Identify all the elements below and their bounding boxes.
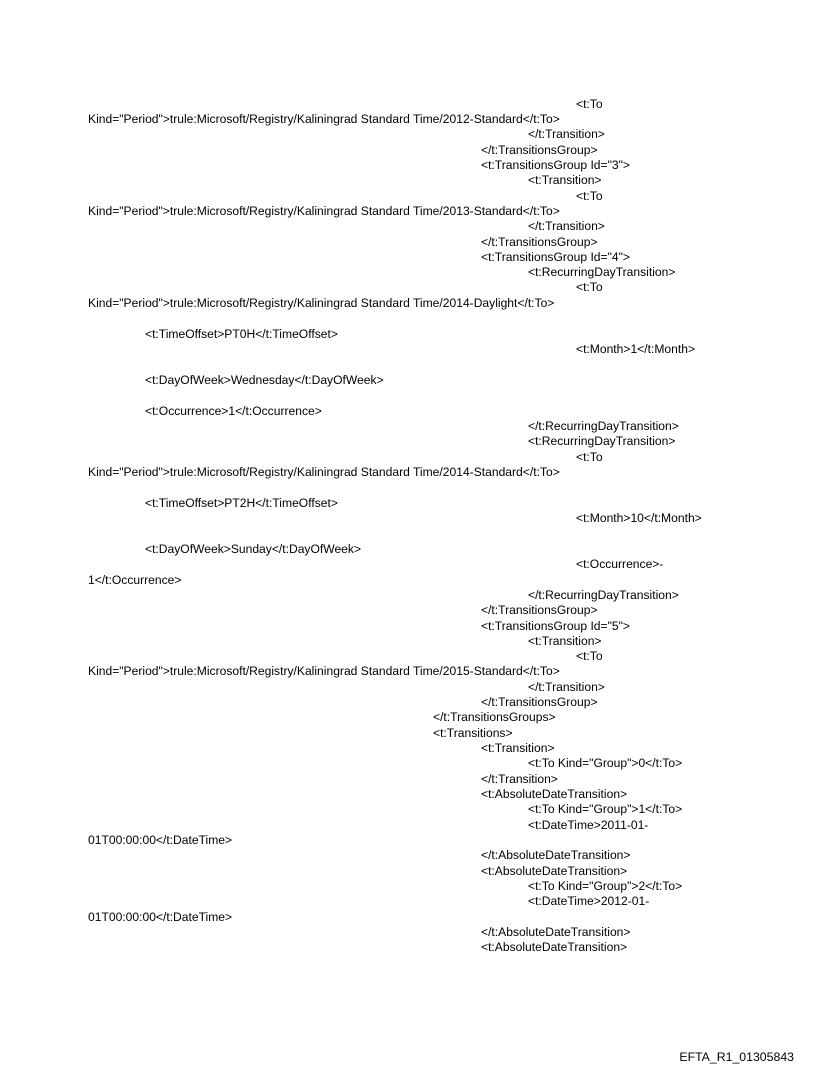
text-line: </t:TransitionsGroup> — [481, 603, 598, 617]
text-line: <t:DayOfWeek>Wednesday</t:DayOfWeek> — [145, 373, 384, 387]
text-line: Kind="Period">trule:Microsoft/Registry/Kaliningrad Standard Time/2013-Standard</t:To> — [88, 204, 560, 218]
text-line: <t:Transition> — [528, 173, 602, 187]
text-line: <t:To — [576, 97, 603, 111]
text-line: Kind="Period">trule:Microsoft/Registry/Kaliningrad Standard Time/2012-Standard</t:To> — [88, 112, 560, 126]
text-line: <t:To — [576, 189, 603, 203]
text-line: </t:RecurringDayTransition> — [528, 419, 679, 433]
text-line: <t:To — [576, 450, 603, 464]
text-line: </t:TransitionsGroup> — [481, 235, 598, 249]
text-line: 1</t:Occurrence> — [88, 573, 182, 587]
text-line: Kind="Period">trule:Microsoft/Registry/Kaliningrad Standard Time/2014-Standard</t:To> — [88, 465, 560, 479]
text-line: </t:RecurringDayTransition> — [528, 588, 679, 602]
text-line: </t:Transition> — [481, 772, 558, 786]
text-line: <t:Transition> — [528, 634, 602, 648]
text-line: <t:RecurringDayTransition> — [528, 265, 676, 279]
text-line: <t:AbsoluteDateTransition> — [481, 940, 628, 954]
text-line: <t:DayOfWeek>Sunday</t:DayOfWeek> — [145, 542, 362, 556]
text-line: <t:To Kind="Group">0</t:To> — [528, 756, 683, 770]
text-line: <t:TimeOffset>PT0H</t:TimeOffset> — [145, 327, 338, 341]
text-line: </t:Transition> — [528, 680, 605, 694]
text-line: <t:To — [576, 280, 603, 294]
text-line: <t:AbsoluteDateTransition> — [481, 787, 628, 801]
text-line: </t:Transition> — [528, 127, 605, 141]
document-id-footer: EFTA_R1_01305843 — [679, 1050, 794, 1064]
text-line: <t:TransitionsGroup Id="4"> — [481, 250, 630, 264]
text-line: <t:RecurringDayTransition> — [528, 434, 676, 448]
text-line: <t:TimeOffset>PT2H</t:TimeOffset> — [145, 496, 338, 510]
text-line: </t:Transition> — [528, 219, 605, 233]
text-line: Kind="Period">trule:Microsoft/Registry/Kaliningrad Standard Time/2014-Daylight</t:To> — [88, 296, 555, 310]
text-line: <t:Transitions> — [433, 726, 513, 740]
text-line: <t:To Kind="Group">1</t:To> — [528, 802, 683, 816]
text-line: <t:TransitionsGroup Id="5"> — [481, 619, 630, 633]
text-line: <t:Month>1</t:Month> — [576, 342, 696, 356]
text-line: <t:Transition> — [481, 741, 555, 755]
text-line: <t:To Kind="Group">2</t:To> — [528, 879, 683, 893]
text-line: Kind="Period">trule:Microsoft/Registry/Kaliningrad Standard Time/2015-Standard</t:To> — [88, 664, 560, 678]
text-line: </t:TransitionsGroup> — [481, 695, 598, 709]
text-line: <t:Occurrence>- — [576, 557, 664, 571]
text-line: </t:TransitionsGroups> — [433, 710, 556, 724]
text-line: <t:DateTime>2011-01- — [528, 818, 649, 832]
text-line: <t:DateTime>2012-01- — [528, 894, 650, 908]
text-line: <t:Month>10</t:Month> — [576, 511, 702, 525]
text-line: <t:AbsoluteDateTransition> — [481, 864, 628, 878]
text-line: 01T00:00:00</t:DateTime> — [88, 910, 233, 924]
text-line: <t:To — [576, 649, 603, 663]
text-line: 01T00:00:00</t:DateTime> — [88, 833, 233, 847]
text-line: <t:TransitionsGroup Id="3"> — [481, 158, 630, 172]
text-line: </t:AbsoluteDateTransition> — [481, 848, 631, 862]
text-line: <t:Occurrence>1</t:Occurrence> — [145, 404, 322, 418]
text-line: </t:TransitionsGroup> — [481, 143, 598, 157]
text-line: </t:AbsoluteDateTransition> — [481, 925, 631, 939]
